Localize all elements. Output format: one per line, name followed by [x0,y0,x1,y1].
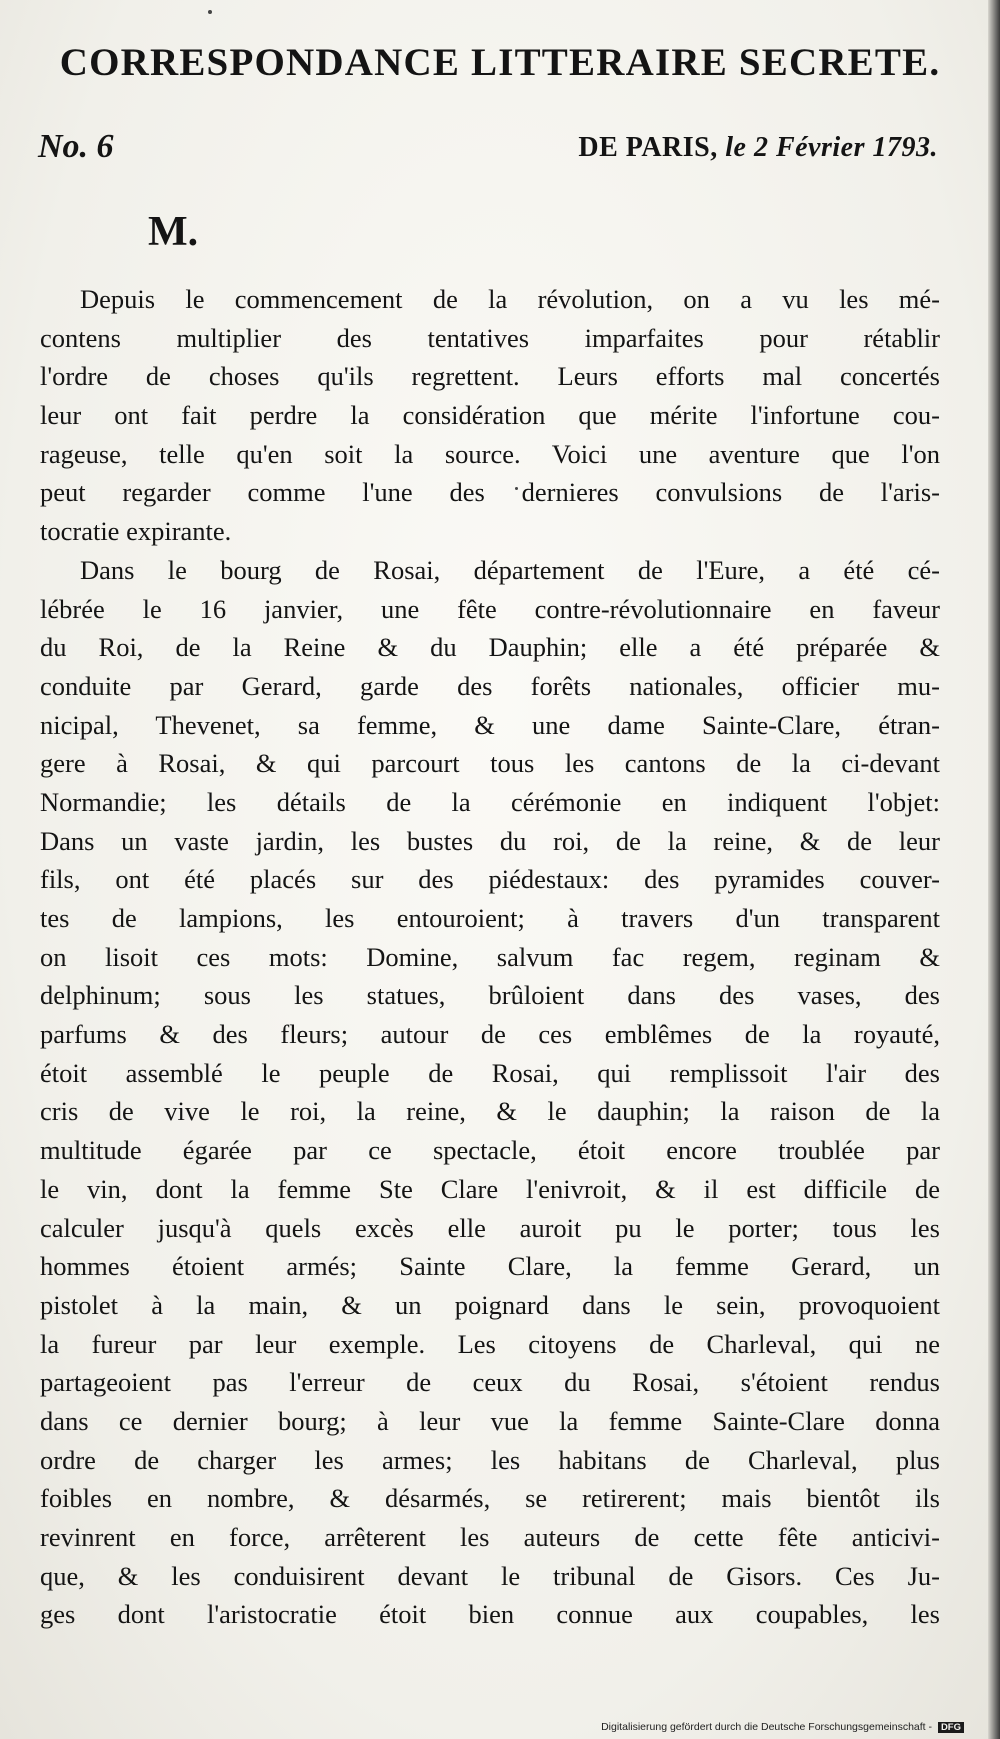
text-line: Dans un vaste jardin, les bustes du roi, de la reine, & de leur [40,825,940,856]
text-line: calculer jusqu'à quels excès elle auroit pu le porter; tous les [40,1212,940,1243]
page-edge-shadow [988,0,1000,1739]
text-line: Depuis le commencement de la révolution, on a vu les mé- [80,284,940,314]
text-line: delphinum; sous les statues, brûloient dans des vases, des [40,980,940,1011]
text-line: ordre de charger les armes; les habitans de Charleval, plus [40,1444,940,1475]
credit-text: Digitalisierung gefördert durch die Deutsche Forschungsgemeinschaft - [601,1721,933,1733]
text-line: tocratie expirante. [40,516,232,547]
text-line: lébrée le 16 janvier, une fête contre-révolutionnaire en faveur [40,593,940,624]
article-body [40,280,940,1634]
issue-number: No. 6 [38,128,114,165]
text-line: tes de lampions, les entouroient; à travers d'un transparent [40,903,940,933]
text-line: fils, ont été placés sur des piédestaux: des pyramides couver- [40,864,940,895]
text-line: cris de vive le roi, la reine, & le dauphin; la raison de la [40,1096,940,1127]
dateline-place: DE PARIS [578,132,711,163]
text-line: peut regarder comme l'une des dernieres convulsions de l'aris- [40,477,940,508]
text-line: parfums & des fleurs; autour de ces emblêmes de la royauté, [40,1019,940,1050]
text-line: Normandie; les détails de la cérémonie en indiquent l'objet: [40,786,940,817]
text-line: foibles en nombre, & désarmés, se retirerent; mais bientôt ils [40,1483,940,1514]
text-line: partageoient pas l'erreur de ceux du Rosai, s'étoient rendus [40,1367,940,1398]
dateline: DE PARIS, le 2 Février 1793. [578,132,938,163]
text-line: nicipal, Thevenet, sa femme, & une dame Sainte-Clare, étran- [40,709,940,740]
text-line: étoit assemblé le peuple de Rosai, qui remplissoit l'air des [40,1057,940,1088]
text-line: leur ont fait perdre la considération que mérite l'infortune cou- [40,400,940,431]
text-line: revinrent en force, arrêterent les auteurs de cette fête anticivi- [40,1522,940,1552]
text-line: le vin, dont la femme Ste Clare l'enivroit, & il est difficile de [40,1173,940,1204]
text-line: dans ce dernier bourg; à leur vue la femme Sainte-Clare donna [40,1405,940,1436]
text-line: pistolet à la main, & un poignard dans le sein, provoquoient [40,1289,940,1320]
dfg-logo: DFG [938,1722,964,1733]
text-line: du Roi, de la Reine & du Dauphin; elle a été préparée & [40,632,940,663]
text-line: que, & les conduisirent devant le tribunal de Gisors. Ces Ju- [40,1560,940,1591]
text-line: multitude égarée par ce spectacle, étoit encore troublée par [40,1135,940,1166]
text-line: Dans le bourg de Rosai, département de l'Eure, a été cé- [80,554,940,585]
text-line: conduite par Gerard, garde des forêts nationales, officier mu- [40,670,940,701]
text-line: gere à Rosai, & qui parcourt tous les cantons de la ci-devant [40,748,940,779]
text-line: on lisoit ces mots: Domine, salvum fac regem, reginam & [40,941,940,972]
text-line: hommes étoient armés; Sainte Clare, la femme Gerard, un [40,1251,940,1282]
salutation: M. [148,209,199,255]
text-line: contens multiplier des tentatives imparfaites pour rétablir [40,322,940,353]
scan-speck [208,10,212,14]
text-line: ges dont l'aristocratie étoit bien connue aux coupables, les [40,1599,940,1630]
dateline-date: le 2 Février 1793. [725,132,938,163]
text-line: la fureur par leur exemple. Les citoyens de Charleval, qui ne [40,1328,940,1359]
text-line: rageuse, telle qu'en soit la source. Voici une aventure que l'on [40,438,940,469]
text-line: l'ordre de choses qu'ils regrettent. Leurs efforts mal concertés [40,361,940,392]
newspaper-masthead: CORRESPONDANCE LITTERAIRE SECRETE. [59,41,941,84]
issue-line [38,128,938,172]
digitization-credit [601,1721,964,1733]
